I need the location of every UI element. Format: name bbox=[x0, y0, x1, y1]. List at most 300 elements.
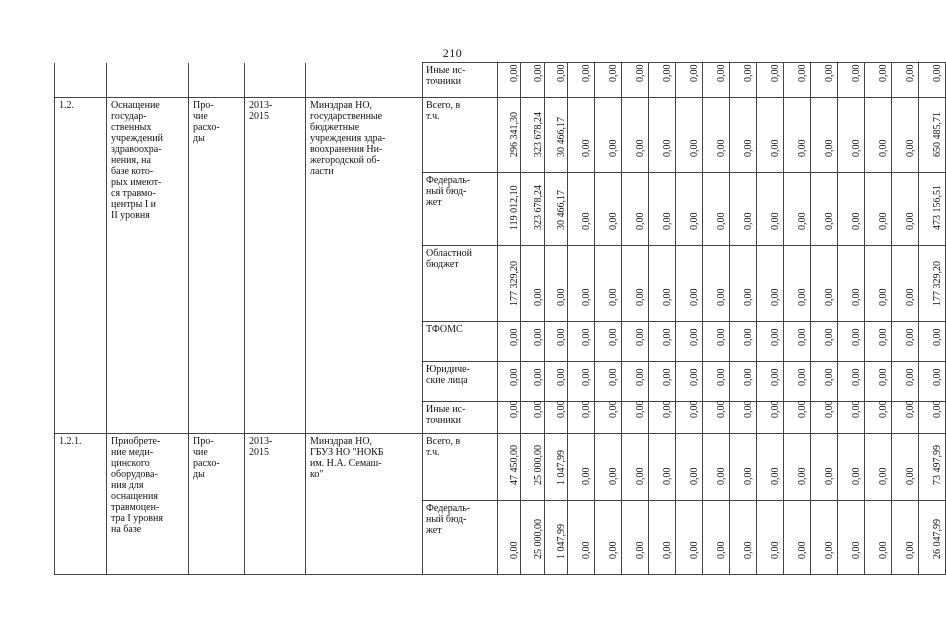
value-cell bbox=[892, 402, 919, 434]
value-cell bbox=[703, 98, 730, 173]
value-text: 0,00 bbox=[905, 368, 916, 386]
value-text: 0,00 bbox=[689, 368, 700, 386]
value-text: 0,00 bbox=[635, 467, 646, 485]
value-text: 0,00 bbox=[797, 541, 808, 559]
value-text: 0,00 bbox=[851, 328, 862, 346]
value-cell bbox=[730, 98, 757, 173]
value-text: 0,00 bbox=[556, 400, 567, 418]
value-text: 30 466,17 bbox=[556, 190, 567, 230]
value-cell bbox=[676, 402, 703, 434]
value-cell bbox=[498, 322, 521, 362]
value-cell bbox=[568, 246, 595, 322]
value-cell bbox=[865, 362, 892, 402]
value-cell bbox=[838, 501, 865, 575]
value-cell bbox=[545, 246, 568, 322]
value-text: 0,00 bbox=[509, 541, 520, 559]
value-text: 0,00 bbox=[532, 400, 544, 418]
value-cell bbox=[676, 63, 703, 98]
value-text: 0,00 bbox=[662, 467, 673, 485]
value-text: 0,00 bbox=[581, 212, 592, 230]
empty-cell bbox=[107, 63, 189, 98]
value-text: 0,00 bbox=[743, 541, 754, 559]
source-label: Федераль- ный бюд- жет bbox=[423, 501, 498, 575]
value-cell bbox=[676, 501, 703, 575]
value-text: 0,00 bbox=[662, 368, 673, 386]
value-text: 0,00 bbox=[581, 541, 592, 559]
value-text: 0,00 bbox=[743, 467, 754, 485]
value-cell bbox=[703, 501, 730, 575]
value-cell bbox=[595, 246, 622, 322]
value-cell bbox=[498, 362, 521, 402]
value-cell bbox=[865, 434, 892, 501]
value-text: 0,00 bbox=[662, 288, 673, 306]
value-cell bbox=[865, 402, 892, 434]
value-cell bbox=[919, 362, 946, 402]
value-cell bbox=[545, 402, 568, 434]
value-cell bbox=[730, 173, 757, 246]
value-text: 0,00 bbox=[770, 328, 781, 346]
value-text: 0,00 bbox=[608, 541, 619, 559]
value-cell bbox=[649, 322, 676, 362]
value-text: 0,00 bbox=[905, 64, 916, 82]
value-text: 0,00 bbox=[509, 368, 520, 386]
value-cell bbox=[838, 322, 865, 362]
value-text: 0,00 bbox=[797, 368, 808, 386]
value-text: 0,00 bbox=[716, 64, 727, 82]
value-cell bbox=[498, 63, 521, 98]
value-text: 0,00 bbox=[851, 64, 862, 82]
value-text: 650 485,71 bbox=[932, 112, 943, 157]
value-text: 0,00 bbox=[878, 288, 889, 306]
value-cell bbox=[892, 434, 919, 501]
value-text: 0,00 bbox=[878, 467, 889, 485]
value-cell bbox=[568, 322, 595, 362]
value-text: 0,00 bbox=[797, 467, 808, 485]
value-text: 0,00 bbox=[797, 64, 808, 82]
value-text: 0,00 bbox=[932, 400, 943, 418]
value-cell bbox=[568, 501, 595, 575]
value-text: 296 341,30 bbox=[509, 112, 520, 157]
value-cell bbox=[595, 501, 622, 575]
value-text: 1 047,99 bbox=[556, 524, 567, 559]
budget-table bbox=[54, 62, 946, 575]
value-cell bbox=[703, 246, 730, 322]
value-text: 0,00 bbox=[770, 212, 781, 230]
value-text: 0,00 bbox=[608, 368, 619, 386]
value-text: 323 678,24 bbox=[532, 112, 544, 157]
empty-cell bbox=[189, 63, 245, 98]
value-text: 0,00 bbox=[608, 467, 619, 485]
value-text: 0,00 bbox=[797, 212, 808, 230]
value-text: 0,00 bbox=[635, 139, 646, 157]
value-cell bbox=[568, 98, 595, 173]
value-cell bbox=[757, 434, 784, 501]
value-text: 0,00 bbox=[689, 541, 700, 559]
value-cell bbox=[730, 246, 757, 322]
value-text: 0,00 bbox=[581, 368, 592, 386]
value-text: 26 047,99 bbox=[932, 519, 943, 559]
value-cell bbox=[545, 434, 568, 501]
value-text: 0,00 bbox=[716, 139, 727, 157]
value-cell bbox=[784, 402, 811, 434]
value-text: 0,00 bbox=[689, 400, 700, 418]
value-text: 0,00 bbox=[824, 467, 835, 485]
value-cell bbox=[676, 173, 703, 246]
item-number: 1.2. bbox=[55, 98, 107, 434]
value-text: 0,00 bbox=[689, 64, 700, 82]
value-cell bbox=[595, 98, 622, 173]
value-cell bbox=[521, 501, 545, 575]
value-cell bbox=[838, 246, 865, 322]
value-cell bbox=[649, 63, 676, 98]
value-text: 0,00 bbox=[581, 328, 592, 346]
value-text: 0,00 bbox=[532, 368, 544, 386]
value-text: 25 000,00 bbox=[532, 445, 544, 485]
value-text: 0,00 bbox=[905, 288, 916, 306]
value-text: 0,00 bbox=[635, 368, 646, 386]
value-cell bbox=[757, 173, 784, 246]
value-text: 0,00 bbox=[905, 400, 916, 418]
value-text: 0,00 bbox=[635, 64, 646, 82]
value-cell bbox=[892, 362, 919, 402]
value-cell bbox=[568, 402, 595, 434]
value-cell bbox=[521, 362, 545, 402]
value-text: 0,00 bbox=[851, 467, 862, 485]
value-text: 0,00 bbox=[770, 139, 781, 157]
source-label: Всего, в т.ч. bbox=[423, 98, 498, 173]
item-number: 1.2.1. bbox=[55, 434, 107, 575]
value-text: 0,00 bbox=[716, 288, 727, 306]
executor: Минздрав НО, государственные бюджетные учреждения здра- воохранения Ни- жегородской об- ласти bbox=[306, 98, 423, 434]
value-text: 473 156,51 bbox=[932, 185, 943, 230]
value-cell bbox=[919, 173, 946, 246]
value-text: 0,00 bbox=[770, 288, 781, 306]
empty-cell bbox=[306, 63, 423, 98]
value-cell bbox=[622, 362, 649, 402]
value-cell bbox=[811, 98, 838, 173]
page-number: 210 bbox=[442, 46, 463, 60]
value-cell bbox=[838, 98, 865, 173]
period: 2013- 2015 bbox=[245, 434, 306, 575]
value-text: 323 678,24 bbox=[532, 185, 544, 230]
value-text: 0,00 bbox=[770, 64, 781, 82]
value-text: 0,00 bbox=[608, 139, 619, 157]
value-cell bbox=[521, 434, 545, 501]
value-cell bbox=[622, 246, 649, 322]
value-text: 0,00 bbox=[824, 541, 835, 559]
value-cell bbox=[892, 322, 919, 362]
value-text: 0,00 bbox=[608, 288, 619, 306]
period: 2013- 2015 bbox=[245, 98, 306, 434]
value-cell bbox=[649, 501, 676, 575]
value-text: 0,00 bbox=[851, 368, 862, 386]
value-text: 0,00 bbox=[743, 328, 754, 346]
value-cell bbox=[703, 63, 730, 98]
value-cell bbox=[498, 173, 521, 246]
value-text: 177 329,20 bbox=[932, 261, 943, 306]
value-cell bbox=[919, 98, 946, 173]
value-text: 0,00 bbox=[851, 288, 862, 306]
value-text: 0,00 bbox=[770, 368, 781, 386]
value-cell bbox=[784, 98, 811, 173]
value-text: 30 466,17 bbox=[556, 117, 567, 157]
value-cell bbox=[784, 362, 811, 402]
value-text: 0,00 bbox=[608, 212, 619, 230]
value-cell bbox=[498, 434, 521, 501]
value-cell bbox=[757, 402, 784, 434]
value-cell bbox=[919, 434, 946, 501]
value-cell bbox=[498, 98, 521, 173]
expense-type: Про- чие расхо- ды bbox=[189, 434, 245, 575]
value-text: 0,00 bbox=[851, 541, 862, 559]
value-text: 0,00 bbox=[662, 64, 673, 82]
value-cell bbox=[757, 246, 784, 322]
value-cell bbox=[595, 362, 622, 402]
value-text: 0,00 bbox=[581, 467, 592, 485]
value-text: 0,00 bbox=[689, 139, 700, 157]
value-cell bbox=[568, 63, 595, 98]
item-name: Оснащение государ- ственных учреждений здравоохра- нения, на базе кото- рых имеют- ся травмо- центры I и II уровня bbox=[107, 98, 189, 434]
value-cell bbox=[865, 322, 892, 362]
value-cell bbox=[892, 63, 919, 98]
value-cell bbox=[703, 434, 730, 501]
value-text: 0,00 bbox=[662, 212, 673, 230]
value-cell bbox=[498, 501, 521, 575]
value-cell bbox=[757, 63, 784, 98]
table-row bbox=[55, 98, 946, 173]
value-cell bbox=[595, 173, 622, 246]
value-cell bbox=[521, 63, 545, 98]
value-text: 0,00 bbox=[716, 541, 727, 559]
value-cell bbox=[811, 322, 838, 362]
value-cell bbox=[568, 434, 595, 501]
value-cell bbox=[595, 322, 622, 362]
value-text: 0,00 bbox=[878, 368, 889, 386]
value-text: 0,00 bbox=[556, 64, 567, 82]
value-cell bbox=[545, 322, 568, 362]
value-text: 0,00 bbox=[608, 400, 619, 418]
value-text: 177 329,20 bbox=[509, 261, 520, 306]
value-text: 0,00 bbox=[556, 288, 567, 306]
value-text: 0,00 bbox=[851, 139, 862, 157]
value-text: 0,00 bbox=[905, 467, 916, 485]
value-cell bbox=[811, 362, 838, 402]
value-text: 0,00 bbox=[743, 400, 754, 418]
value-cell bbox=[545, 362, 568, 402]
value-text: 0,00 bbox=[581, 288, 592, 306]
value-cell bbox=[622, 434, 649, 501]
value-text: 0,00 bbox=[824, 212, 835, 230]
source-label: Иные ис- точники bbox=[423, 402, 498, 434]
value-text: 0,00 bbox=[770, 467, 781, 485]
value-cell bbox=[521, 402, 545, 434]
value-text: 0,00 bbox=[797, 400, 808, 418]
value-text: 0,00 bbox=[824, 400, 835, 418]
source-label: Всего, в т.ч. bbox=[423, 434, 498, 501]
value-text: 0,00 bbox=[824, 368, 835, 386]
value-text: 0,00 bbox=[743, 212, 754, 230]
item-name: Приобрете- ние меди- цинского оборудова- ния для оснащения травмоцен- тра I уровня на базе bbox=[107, 434, 189, 575]
value-text: 0,00 bbox=[608, 64, 619, 82]
value-cell bbox=[622, 173, 649, 246]
value-cell bbox=[730, 434, 757, 501]
value-cell bbox=[703, 362, 730, 402]
value-cell bbox=[676, 322, 703, 362]
value-cell bbox=[622, 402, 649, 434]
value-cell bbox=[811, 63, 838, 98]
value-cell bbox=[649, 434, 676, 501]
value-text: 0,00 bbox=[743, 64, 754, 82]
value-cell bbox=[919, 63, 946, 98]
value-text: 0,00 bbox=[770, 541, 781, 559]
value-text: 0,00 bbox=[581, 64, 592, 82]
value-cell bbox=[568, 362, 595, 402]
value-cell bbox=[757, 98, 784, 173]
value-cell bbox=[730, 362, 757, 402]
value-text: 0,00 bbox=[556, 368, 567, 386]
value-cell bbox=[649, 173, 676, 246]
value-text: 0,00 bbox=[824, 288, 835, 306]
value-cell bbox=[676, 98, 703, 173]
value-text: 0,00 bbox=[716, 328, 727, 346]
value-cell bbox=[622, 501, 649, 575]
executor: Минздрав НО, ГБУЗ НО "НОКБ им. Н.А. Семаш- ко" bbox=[306, 434, 423, 575]
value-text: 0,00 bbox=[824, 64, 835, 82]
value-text: 0,00 bbox=[689, 212, 700, 230]
value-cell bbox=[703, 402, 730, 434]
value-text: 0,00 bbox=[905, 541, 916, 559]
value-text: 1 047,99 bbox=[556, 450, 567, 485]
value-text: 0,00 bbox=[932, 64, 943, 82]
value-text: 0,00 bbox=[532, 64, 544, 82]
value-text: 0,00 bbox=[770, 400, 781, 418]
value-text: 0,00 bbox=[851, 400, 862, 418]
value-cell bbox=[757, 362, 784, 402]
value-cell bbox=[784, 322, 811, 362]
value-text: 0,00 bbox=[662, 139, 673, 157]
value-text: 0,00 bbox=[878, 328, 889, 346]
value-text: 0,00 bbox=[689, 467, 700, 485]
value-cell bbox=[730, 402, 757, 434]
value-text: 0,00 bbox=[878, 212, 889, 230]
value-cell bbox=[811, 402, 838, 434]
value-text: 0,00 bbox=[581, 400, 592, 418]
source-label: Иные ис- точники bbox=[423, 63, 498, 98]
value-text: 0,00 bbox=[797, 328, 808, 346]
table-row bbox=[55, 63, 946, 98]
value-text: 0,00 bbox=[743, 139, 754, 157]
value-text: 0,00 bbox=[635, 328, 646, 346]
value-text: 0,00 bbox=[743, 288, 754, 306]
value-cell bbox=[865, 246, 892, 322]
value-cell bbox=[595, 63, 622, 98]
value-cell bbox=[622, 98, 649, 173]
value-cell bbox=[498, 246, 521, 322]
value-cell bbox=[730, 322, 757, 362]
value-cell bbox=[649, 362, 676, 402]
source-label: Юридиче- ские лица bbox=[423, 362, 498, 402]
value-cell bbox=[545, 98, 568, 173]
value-text: 0,00 bbox=[509, 400, 520, 418]
value-text: 47 450,00 bbox=[509, 445, 520, 485]
value-cell bbox=[865, 98, 892, 173]
value-cell bbox=[521, 173, 545, 246]
value-text: 0,00 bbox=[797, 139, 808, 157]
value-cell bbox=[595, 434, 622, 501]
value-text: 0,00 bbox=[689, 288, 700, 306]
value-text: 0,00 bbox=[797, 288, 808, 306]
value-cell bbox=[811, 246, 838, 322]
value-cell bbox=[521, 246, 545, 322]
value-text: 0,00 bbox=[716, 212, 727, 230]
value-cell bbox=[865, 501, 892, 575]
value-text: 0,00 bbox=[581, 139, 592, 157]
value-text: 0,00 bbox=[878, 400, 889, 418]
value-cell bbox=[784, 173, 811, 246]
value-cell bbox=[784, 63, 811, 98]
value-cell bbox=[649, 402, 676, 434]
value-text: 0,00 bbox=[608, 328, 619, 346]
value-cell bbox=[892, 173, 919, 246]
value-cell bbox=[676, 362, 703, 402]
value-cell bbox=[568, 173, 595, 246]
value-text: 0,00 bbox=[824, 328, 835, 346]
value-cell bbox=[919, 322, 946, 362]
source-label: ТФОМС bbox=[423, 322, 498, 362]
value-cell bbox=[784, 434, 811, 501]
value-cell bbox=[649, 246, 676, 322]
value-text: 0,00 bbox=[878, 64, 889, 82]
value-text: 0,00 bbox=[532, 328, 544, 346]
value-cell bbox=[811, 173, 838, 246]
value-cell bbox=[730, 63, 757, 98]
value-cell bbox=[865, 173, 892, 246]
value-cell bbox=[838, 434, 865, 501]
value-text: 0,00 bbox=[932, 328, 943, 346]
value-text: 73 497,99 bbox=[932, 445, 943, 485]
value-cell bbox=[521, 98, 545, 173]
value-cell bbox=[676, 246, 703, 322]
value-cell bbox=[838, 402, 865, 434]
value-cell bbox=[811, 501, 838, 575]
value-cell bbox=[545, 173, 568, 246]
value-text: 0,00 bbox=[635, 212, 646, 230]
value-text: 0,00 bbox=[932, 368, 943, 386]
value-text: 0,00 bbox=[662, 328, 673, 346]
value-cell bbox=[703, 173, 730, 246]
value-text: 0,00 bbox=[662, 400, 673, 418]
value-cell bbox=[622, 322, 649, 362]
value-cell bbox=[892, 501, 919, 575]
value-cell bbox=[838, 362, 865, 402]
value-cell bbox=[757, 501, 784, 575]
value-cell bbox=[730, 501, 757, 575]
source-label: Областной бюджет bbox=[423, 246, 498, 322]
value-text: 0,00 bbox=[716, 400, 727, 418]
value-text: 0,00 bbox=[905, 328, 916, 346]
value-cell bbox=[838, 63, 865, 98]
value-text: 119 012,10 bbox=[509, 185, 520, 230]
value-text: 0,00 bbox=[716, 467, 727, 485]
value-text: 0,00 bbox=[532, 288, 544, 306]
value-text: 0,00 bbox=[509, 64, 520, 82]
source-label: Федераль- ный бюд- жет bbox=[423, 173, 498, 246]
value-text: 0,00 bbox=[905, 212, 916, 230]
value-cell bbox=[521, 322, 545, 362]
value-text: 0,00 bbox=[878, 541, 889, 559]
value-text: 0,00 bbox=[824, 139, 835, 157]
value-text: 0,00 bbox=[635, 288, 646, 306]
